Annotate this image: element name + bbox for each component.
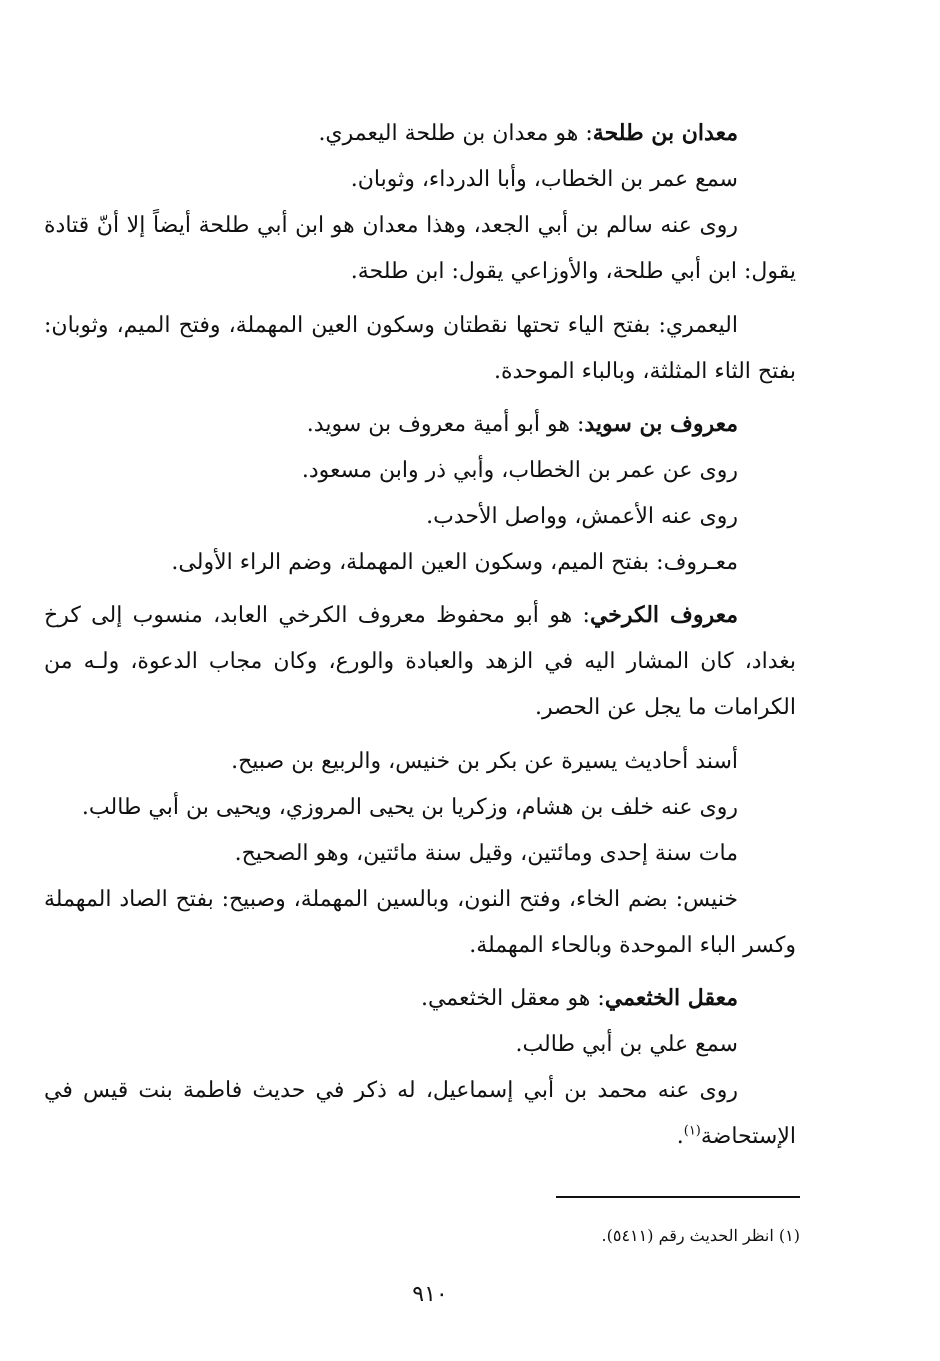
entry-madan-bin-talha <box>44 110 796 157</box>
paragraph: سمع علي بن أبي طالب. <box>515 1032 738 1057</box>
paragraph: روى عنه سالم بن أبي الجعد، وهذا معدان هو ابن أبي طلحة أيضاً إلا أنّ قتادة يقول: ابن أبي طلحة، والأوزاعي يقول: ابن طلحة. <box>44 213 796 284</box>
paragraph <box>44 1068 796 1160</box>
footnote-divider <box>556 1196 800 1198</box>
paragraph: خنيس: بضم الخاء، وفتح النون، وبالسين المهملة، وصبيح: بفتح الصاد المهملة وكسر الباء الموحدة وبالحاء المهملة. <box>44 887 796 958</box>
entry-maqil-al-khathami <box>44 975 796 1022</box>
paragraph-end: . <box>676 1124 684 1149</box>
paragraph: سمع عمر بن الخطاب، وأبا الدرداء، وثوبان. <box>350 167 738 192</box>
entry-definition: : هو معقل الخثعمي. <box>420 986 605 1011</box>
paragraph: اليعمري: بفتح الياء تحتها نقطتان وسكون العين المهملة، وفتح الميم، وثوبان: بفتح الثاء المثلثة، وبالباء الموحدة. <box>44 313 796 384</box>
footnote: (١) انظر الحديث رقم (٥٤١١). <box>601 1226 800 1245</box>
paragraph: معـروف: بفتح الميم، وسكون العين المهملة، وضم الراء الأولى. <box>171 550 738 575</box>
page-body <box>44 110 796 1160</box>
footnote-reference[interactable]: (١) <box>683 1123 701 1139</box>
entry-heading: معدان بن طلحة <box>592 120 738 146</box>
paragraph-text: روى عنه محمد بن أبي إسماعيل، له ذكر في حديث فاطمة بنت قيس في الإستحاضة <box>44 1078 796 1149</box>
entry-definition: : هو أبو أمية معروف بن سويد. <box>306 412 585 437</box>
paragraph: أسند أحاديث يسيرة عن بكر بن خنيس، والربيع بن صبيح. <box>231 749 738 774</box>
page-number: ٩١٠ <box>412 1282 448 1307</box>
entry-maruf-bin-suwaid <box>44 401 796 448</box>
entry-heading: معقل الخثعمي <box>604 985 738 1011</box>
entry-heading: معروف بن سويد <box>584 411 738 437</box>
entry-definition: : هو معدان بن طلحة اليعمري. <box>318 121 593 146</box>
paragraph: مات سنة إحدى ومائتين، وقيل سنة مائتين، وهو الصحيح. <box>234 841 738 866</box>
paragraph: روى عنه الأعمش، وواصل الأحدب. <box>426 504 738 529</box>
entry-maruf-al-karkhi <box>44 592 796 731</box>
entry-definition: : هو أبو محفوظ معروف الكرخي العابد، منسوب إلى كرخ بغداد، كان المشار اليه في الزهد والعبادة والورع، وكان مجاب الدعوة، ولـه من الكرامات ما يجل عن الحصر. <box>44 603 796 720</box>
entry-heading: معروف الكرخي <box>589 602 738 628</box>
paragraph: روى عن عمر بن الخطاب، وأبي ذر وابن مسعود. <box>301 458 738 483</box>
paragraph: روى عنه خلف بن هشام، وزكريا بن يحيى المروزي، ويحيى بن أبي طالب. <box>81 795 738 820</box>
